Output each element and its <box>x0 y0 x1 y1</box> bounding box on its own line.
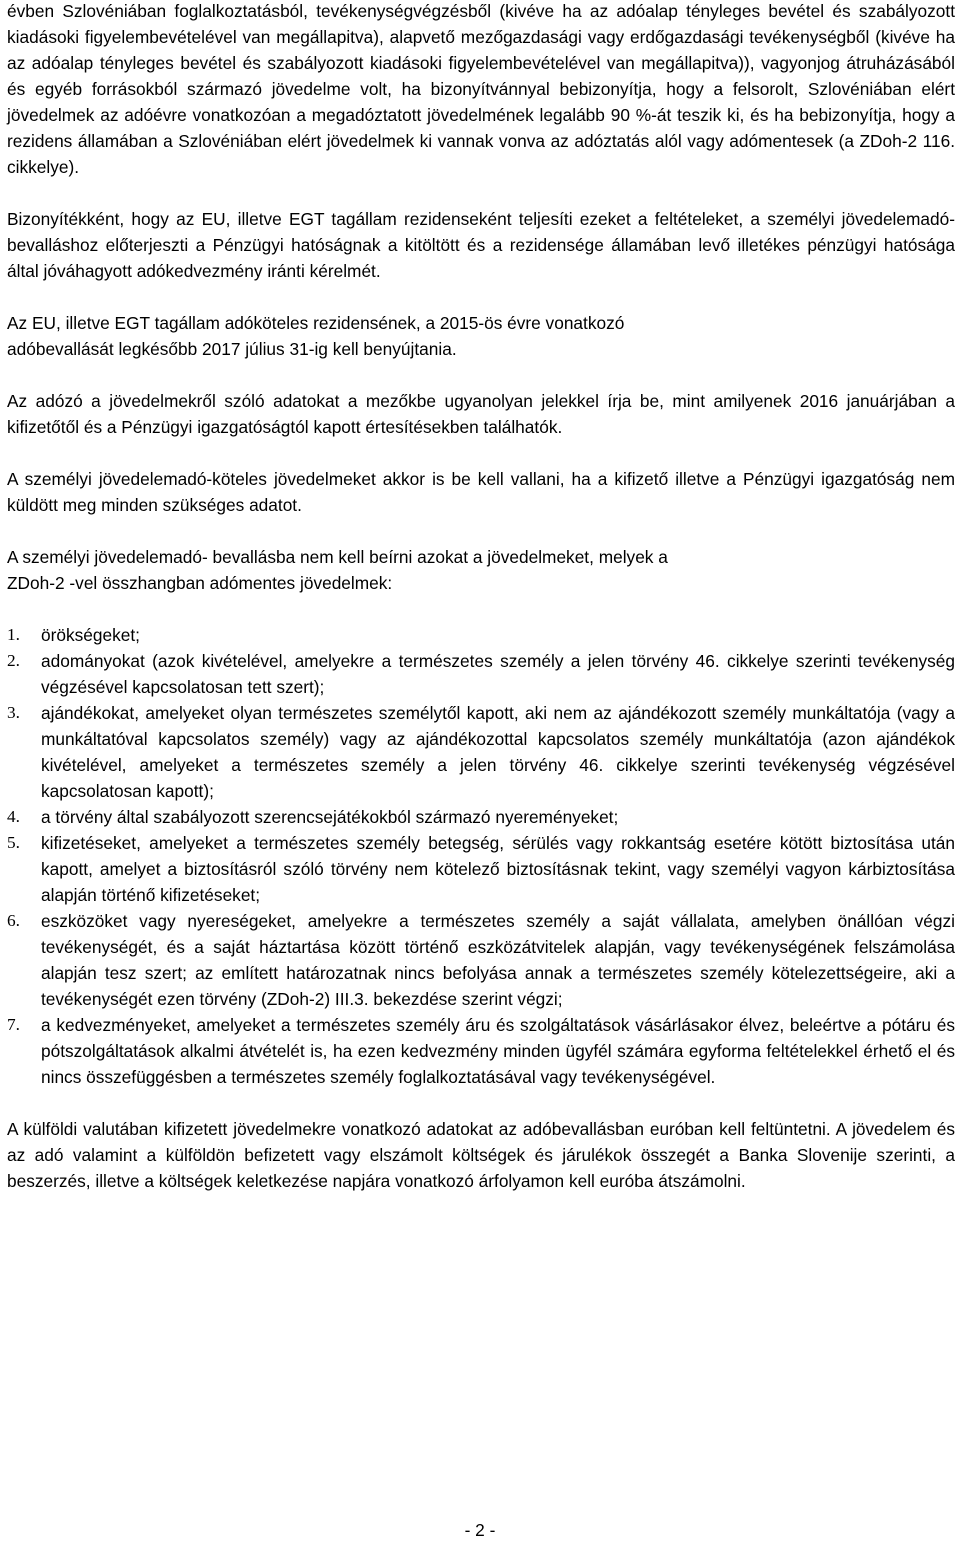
filing-deadline-line-1: Az EU, illetve EGT tagállam adóköteles rezidensének, a 2015-ös évre vonatkozó <box>7 313 625 333</box>
exempt-income-list <box>7 622 955 1090</box>
list-item-number: 1. <box>7 625 20 644</box>
list-item <box>7 804 955 830</box>
paragraph-taxable-income-declaration: A személyi jövedelemadó-köteles jövedelmeket akkor is be kell vallani, ha a kifizető illetve a Pénzügyi igazgatóság nem küldött meg minden szükséges adatot. <box>7 469 955 515</box>
list-item-number: 6. <box>7 911 20 930</box>
paragraph-foreign-currency: A külföldi valutában kifizetett jövedelmekre vonatkozó adatokat az adóbevallásban euróban kell feltüntetni. A jövedelem és az adó valamint a külföldön befizetett vagy elszámolt költségek és járulékok összegét a Banka Slovenije szerinti, a beszerzés, illetve a költségek keletkezése napjára vonatkozó árfolyamon kell euróba átszámolni. <box>7 1119 955 1191</box>
exempt-income-intro-line-1: A személyi jövedelemadó- bevallásba nem kell beírni azokat a jövedelmeket, melyek a <box>7 547 668 567</box>
page-number: - 2 - <box>464 1520 496 1540</box>
paragraph-residency-conditions: évben Szlovéniában foglalkoztatásból, tevékenységvégzésből (kivéve ha az adóalap tényleges bevétel és szabályozott kiadásoki figyelembevételével van megállapitva), alapvető mezőgazdasági vagy erdőgazdasági tevékenységből (kivéve ha az adóalap tényleges bevétel és szabályozott kiadásoki figyelembevételével van megállapitva)), vagyonjog átruházásából és egyéb forrásokból származó jövedelme volt, ha bizonyítvánnyal bebizonyítja, hogy a felsorolt, Szlovéniában elért jövedelmek az adóévre vonatkozóan a megadóztatott jövedelmének legalább 90 %-át teszik ki, és ha bebizonyítja, hogy a rezidens államában a Szlovéniában elért jövedelmek ki vannak vonva az adóztatás alól vagy adómentesek (a ZDoh-2 116. cikkelye). <box>7 1 955 177</box>
list-item-text: ajándékokat, amelyeket olyan természetes személytől kapott, aki nem az ajándékozott személy munkáltatója (vagy a munkáltatóval kapcsolatos személy) vagy az ajándékozottal kapcsolatos személy munkáltatója (azon ajándékok kivételével, amelyeket a természetes személy a jelen törvény 46. cikkelye szerinti tevékenység végzésével kapcsolatosan kapott); <box>41 703 955 801</box>
list-item-text: a törvény által szabályozott szerencsejátékokból származó nyereményeket; <box>41 807 619 827</box>
paragraph-exempt-income-intro <box>7 544 955 596</box>
list-item <box>7 700 955 804</box>
paragraph-income-data-entry: Az adózó a jövedelmekről szóló adatokat a mezőkbe ugyanolyan jelekkel írja be, mint amilyenek 2016 januárjában a kifizetőtől és a Pénzügyi igazgatóságtól kapott értesítésekben találhatók. <box>7 391 955 437</box>
exempt-income-intro-line-2: ZDoh-2 -vel összhangban adómentes jövedelmek: <box>7 573 393 593</box>
list-item-text: a kedvezményeket, amelyeket a természetes személy áru és szolgáltatások vásárlásakor élvez, beleértve a pótáru és pótszolgáltatások alkalmi átvételét is, ha ezen kedvezmény minden ügyfél számára egyforma feltételekkel érhető el és nincs összefüggésben a természetes személy foglalkoztatásával vagy tevékenységével. <box>41 1015 955 1087</box>
paragraph-filing-deadline <box>7 310 955 362</box>
list-item <box>7 908 955 1012</box>
list-item-text: adományokat (azok kivételével, amelyekre a természetes személy a jelen törvény 46. cikkelye szerinti tevékenység végzésével kapcsolatosan tett szert); <box>41 651 955 697</box>
list-item-text: eszközöket vagy nyereségeket, amelyekre a természetes személy a saját vállalata, amelyben önállóan végzi tevékenységét, és a saját háztartása között történő eszközátvitelek alapján, vagy tevékenységének felszámolása alapján tesz szert; az említett határozatnak nincs befolyása annak a természetes személy kötelezettségeire, aki a tevékenységét ezen törvény (ZDoh-2) III.3. bekezdése szerint végzi; <box>41 911 955 1009</box>
list-item <box>7 622 955 648</box>
document-page <box>7 0 955 1194</box>
paragraph-proof-of-residency: Bizonyítékként, hogy az EU, illetve EGT tagállam rezidenseként teljesíti ezeket a feltételeket, a személyi jövedelemadó-bevalláshoz előterjeszti a Pénzügyi hatóságnak a kitöltött és a rezidensége államában levő illetékes pénzügyi hatósága által jóváhagyott adókedvezmény iránti kérelmét. <box>7 209 955 281</box>
filing-deadline-line-2: adóbevallását legkésőbb 2017 július 31-ig kell benyújtania. <box>7 339 457 359</box>
list-item <box>7 648 955 700</box>
list-item-number: 3. <box>7 703 20 722</box>
list-item-number: 4. <box>7 807 20 826</box>
list-item-number: 7. <box>7 1015 20 1034</box>
list-item-text: örökségeket; <box>41 625 140 645</box>
list-item <box>7 1012 955 1090</box>
list-item-number: 2. <box>7 651 20 670</box>
list-item-text: kifizetéseket, amelyeket a természetes személy betegség, sérülés vagy rokkantság esetére kötött biztosítása után kapott, amelyet a biztosításról szóló törvény nem kötelező biztosításnak tekint, vagy személyi vagyon kárbiztosítása alapján történő kifizetéseket; <box>41 833 955 905</box>
list-item-number: 5. <box>7 833 20 852</box>
list-item <box>7 830 955 908</box>
